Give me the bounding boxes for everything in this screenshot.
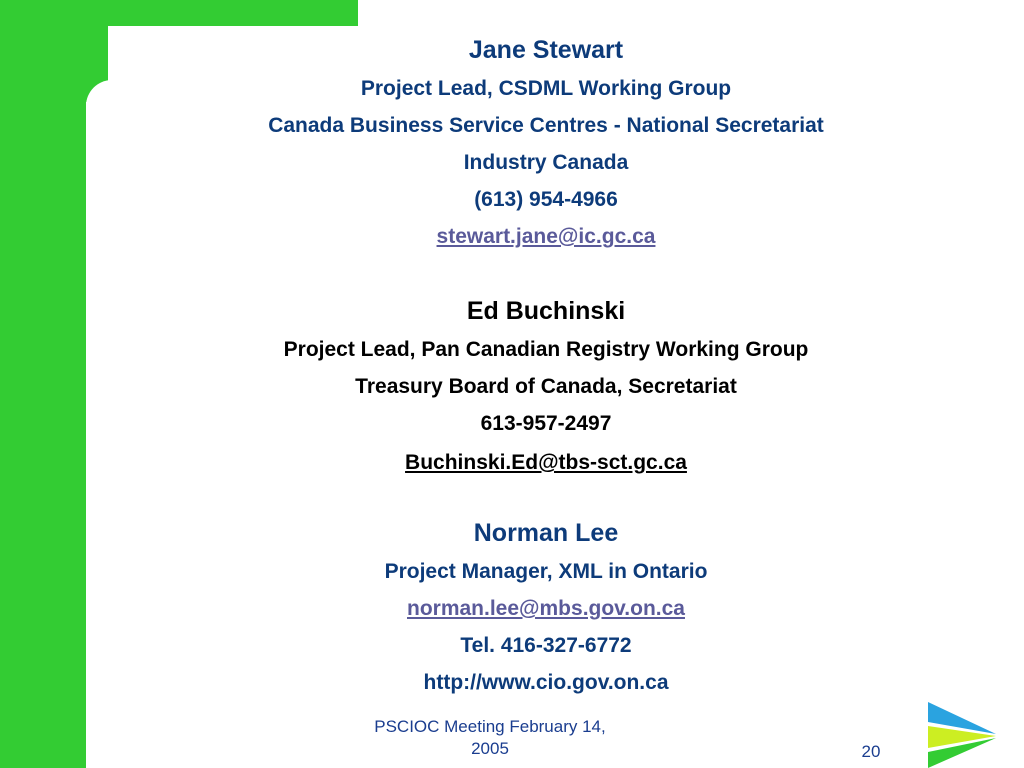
contact-email-link[interactable]: norman.lee@mbs.gov.on.ca [407,597,685,620]
contact-title: Project Lead, CSDML Working Group [360,77,732,100]
footer-meeting-line2: 2005 [471,739,509,758]
contact-phone: 613-957-2497 [480,412,612,435]
contact-department: Industry Canada [463,151,629,174]
footer-meeting-line1: PSCIOC Meeting February 14, [374,717,606,736]
footer-meeting-info [340,716,640,760]
contact-phone: (613) 954-4966 [474,188,618,211]
contact-website[interactable]: http://www.cio.gov.on.ca [423,671,669,694]
contact-organization: Treasury Board of Canada, Secretariat [355,375,737,398]
contact-title: Project Lead, Pan Canadian Registry Working Group [283,338,809,361]
contact-title: Project Manager, XML in Ontario [384,560,708,583]
chevron-logo-icon [928,696,1000,768]
contact-name: Jane Stewart [468,36,624,64]
contact-name: Ed Buchinski [466,297,626,325]
contact-organization: Canada Business Service Centres - National Secretariat [268,114,824,137]
contact-list [108,30,984,701]
page-number: 20 [861,742,881,761]
contact-phone: Tel. 416-327-6772 [460,634,632,657]
contact-email-link[interactable]: Buchinski.Ed@tbs-sct.gc.ca [405,451,687,474]
contact-email-link[interactable]: stewart.jane@ic.gc.ca [436,225,656,248]
contact-name: Norman Lee [473,519,619,547]
green-top-bar [0,0,358,26]
